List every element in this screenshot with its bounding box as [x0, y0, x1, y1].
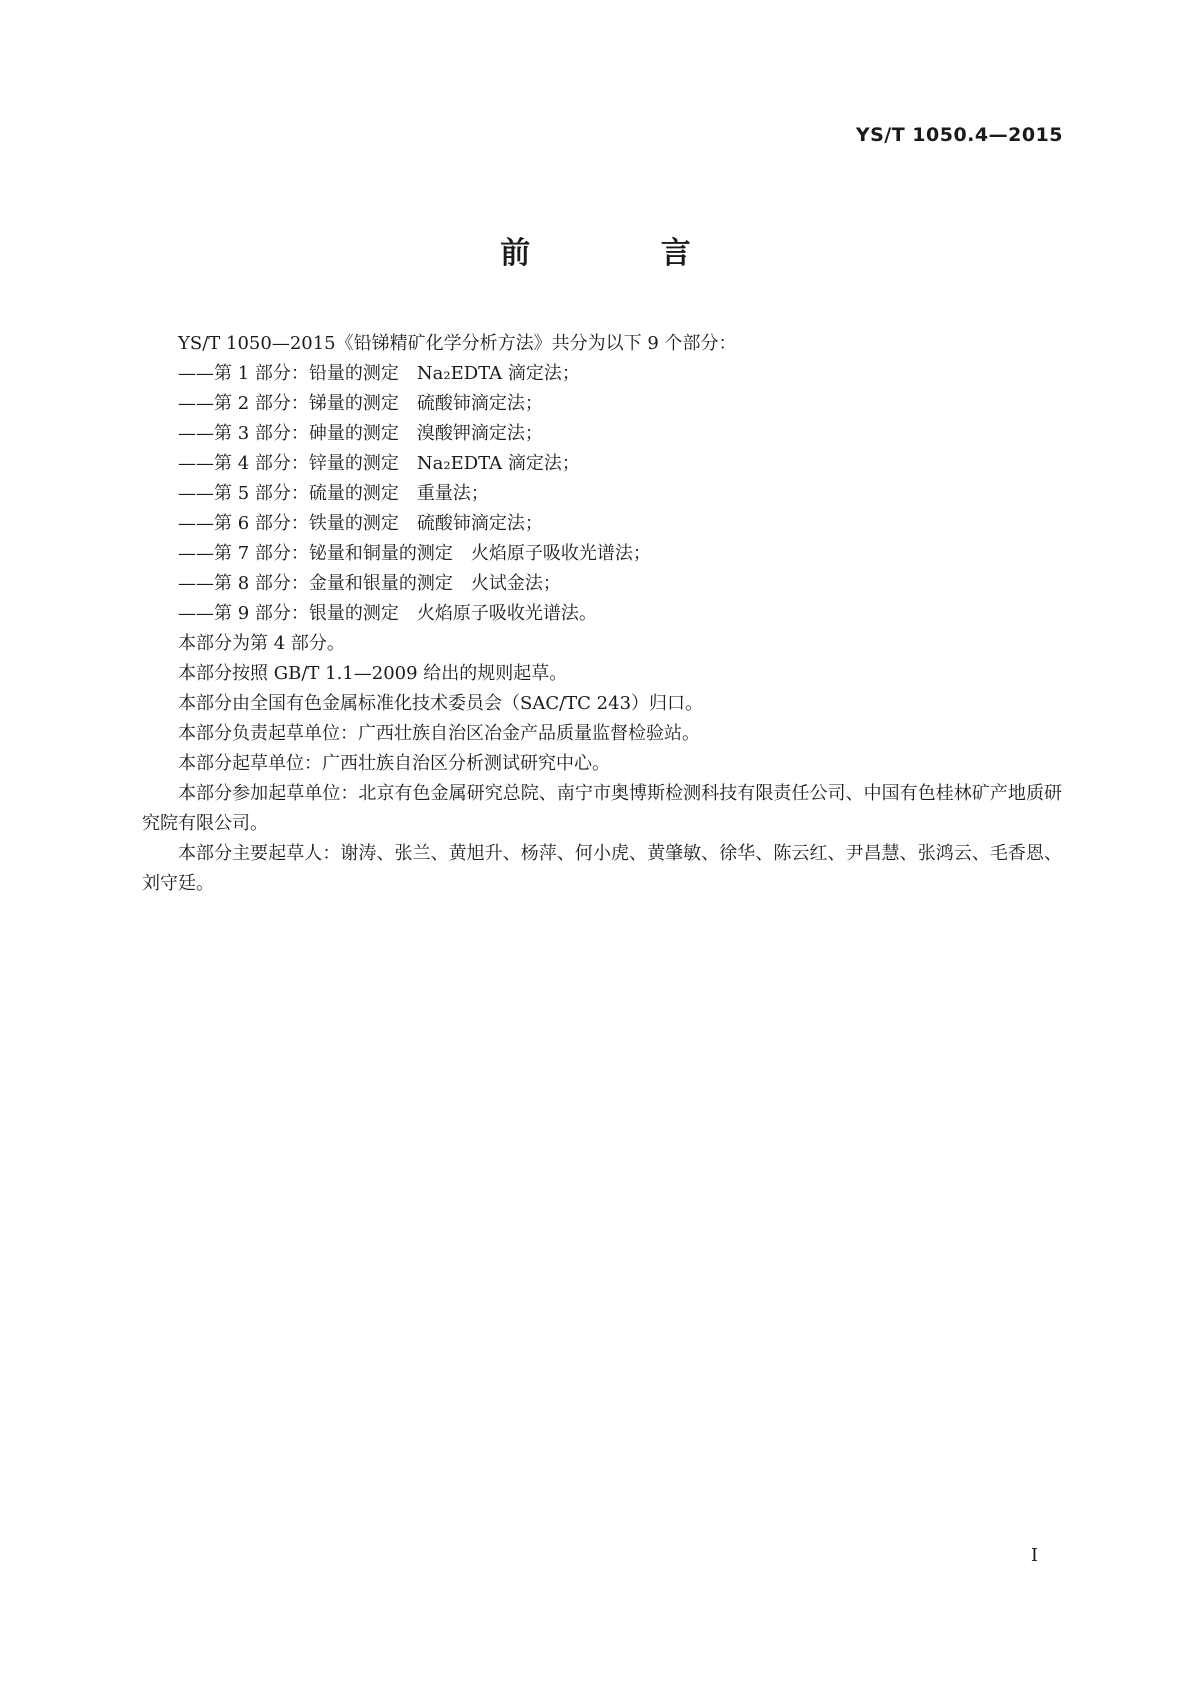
- standard-code: YS/T 1050.4—2015: [855, 124, 1063, 146]
- foreword-body: [142, 329, 1062, 899]
- part-list-item: ——第 6 部分：铁量的测定 硫酸铈滴定法；: [178, 513, 543, 534]
- body-paragraph: 本部分负责起草单位：广西壮族自治区冶金产品质量监督检验站。: [178, 723, 700, 744]
- body-paragraph: 本部分参加起草单位：北京有色金属研究总院、南宁市奥博斯检测科技有限责任公司、中国有色桂林矿产地质研究院有限公司。: [142, 783, 1062, 834]
- part-list-item: ——第 7 部分：铋量和铜量的测定 火焰原子吸收光谱法；: [178, 543, 651, 564]
- body-paragraph: 本部分为第 4 部分。: [178, 633, 345, 654]
- part-list-item: ——第 8 部分：金量和银量的测定 火试金法；: [178, 573, 561, 594]
- intro-paragraph: YS/T 1050—2015《铅锑精矿化学分析方法》共分为以下 9 个部分：: [178, 333, 737, 354]
- body-paragraph: 本部分主要起草人：谢涛、张兰、黄旭升、杨萍、何小虎、黄肇敏、徐华、陈云红、尹昌慧、张鸿云、毛香恩、刘守廷。: [142, 843, 1062, 894]
- part-list-item: ——第 5 部分：硫量的测定 重量法；: [178, 483, 489, 504]
- page-title: 前 言: [500, 236, 751, 271]
- page-number: I: [1030, 1545, 1038, 1566]
- part-list-item: ——第 1 部分：铅量的测定 Na₂EDTA 滴定法；: [178, 363, 580, 384]
- body-paragraph: 本部分起草单位：广西壮族自治区分析测试研究中心。: [178, 753, 610, 774]
- part-list-item: ——第 9 部分：银量的测定 火焰原子吸收光谱法。: [178, 603, 597, 624]
- part-list-item: ——第 3 部分：砷量的测定 溴酸钾滴定法；: [178, 423, 543, 444]
- body-paragraph: 本部分由全国有色金属标准化技术委员会（SAC/TC 243）归口。: [178, 693, 704, 714]
- part-list-item: ——第 4 部分：锌量的测定 Na₂EDTA 滴定法；: [178, 453, 580, 474]
- body-paragraph: 本部分按照 GB/T 1.1—2009 给出的规则起草。: [178, 663, 568, 684]
- part-list-item: ——第 2 部分：锑量的测定 硫酸铈滴定法；: [178, 393, 543, 414]
